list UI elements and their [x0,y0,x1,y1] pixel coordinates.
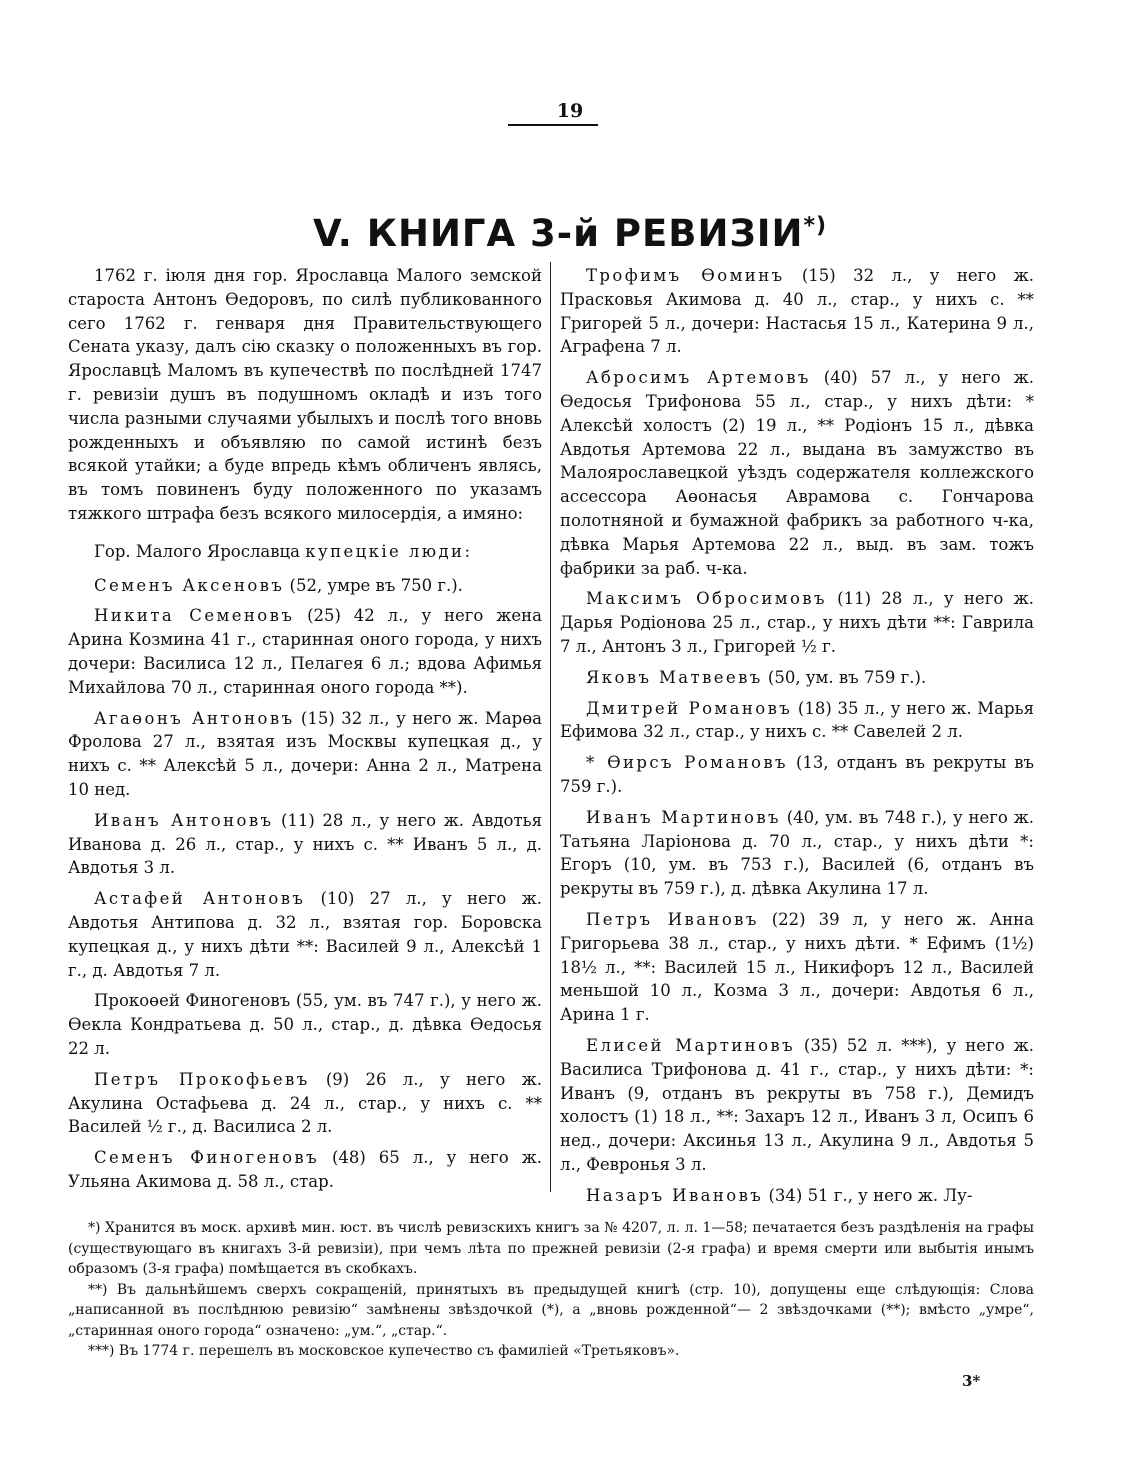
footnotes [68,1218,1034,1362]
entry [68,887,542,982]
entry-name: Астафей Антоновъ [94,889,306,909]
entry-text: (40, ум. въ 748 г.), у него ж. Татьяна Ларіонова д. 70 л., стар., у нихъ дѣти *: Егоръ (10, ум. въ 753 г.), Василей (6, отданъ въ рекруты въ 759 г.), д. дѣвка Акулина 17 л. [560,807,1034,899]
entry-text: (22) 39 л, у него ж. Анна Григорьева 38 л., стар., у нихъ дѣти. * Ефимъ (1½) 18½ л., **: Василей 15 л., Никифоръ 12 л., Василей меньшой 10 л., Козма 3 л., дочери: Авдотья 6 л., Арина 1 г. [560,909,1034,1025]
chapter-title-text: V. КНИГА 3-й РЕВИЗІИ [312,212,804,255]
entry [560,1184,1034,1208]
page-number-rule [508,124,598,126]
entry-name: Петръ Прокофьевъ [94,1069,310,1089]
entry [560,1034,1034,1177]
entry-text: (34) 51 г., у него ж. Лу- [763,1185,973,1205]
right-column [560,264,1034,1214]
footnote: **) Въ дальнѣйшемъ сверхъ сокращеній, принятыхъ въ предыдущей книгѣ (стр. 10), допущены еще слѣдующія: Слова „написанной въ послѣднюю ревизію“ замѣнены звѣздочкой (*), а „вновь рожденной“— 2 звѣздочками (**); вмѣсто „умре“, „старинная оного города“ означено: „ум.“, „стар.“. [68,1281,1034,1339]
entry-name: Семенъ Аксеновъ [94,575,285,595]
entry-name: Яковъ Матвеевъ [586,667,763,687]
intro-paragraph: 1762 г. іюля дня гор. Ярославца Малого земской староста Антонъ Өедоровъ, по силѣ публикованного сего 1762 г. генваря дня Правительствующего Сената указу, далъ сію сказку о положенныхъ въ гор. Ярославцѣ Маломъ въ купечествѣ по послѣдней 1747 г. ревизіи душъ въ подушномъ окладѣ и изъ того числа разными случаями убылыхъ и послѣ того вновь рожденныхъ и объявляю по самой истинѣ безъ всякой утайки; а буде впредь кѣмъ обличенъ являсь, въ томъ повиненъ буду положенного по указамъ тяжкого штрафа безъ всякого милосердія, а имяно: [68,266,542,523]
entry-text: (40) 57 л., у него ж. Өедосья Трифонова 55 л., стар., у нихъ дѣти: * Алексѣй холостъ (2) 19 л., ** Родіонъ 15 л., дѣвка Авдотья Артемова 22 л., выдана въ замужство въ Малоярославецкой уѣздъ содержателя коллежского ассессора Аөонасья Аврамова с. Гончарова полотняной и бумажной фабрикъ за работного ч-ка, дѣвка Марья Артемова 22 л., выд. въ зам. тожъ фабрики за раб. ч-ка. [560,368,1034,578]
entry-text: (18) 35 л., у него ж. Марья Ефимова 32 л., стар., у нихъ с. ** Савелей 2 л. [560,698,1034,742]
entry-name: Максимъ Обросимовъ [586,589,827,609]
entry [68,604,542,699]
entry-name: Семенъ Финогеновъ [94,1148,319,1168]
entry-text: (35) 52 л. ***), у него ж. Василиса Трифонова д. 41 г., стар., у нихъ дѣти: *: Иванъ (9, отданъ въ рекруты въ 758 г.), Демидъ холостъ (1) 18 л., **: Захаръ 12 л., Иванъ 3 л, Осипъ 6 нед., дочери: Аксинья 13 л., Акулина 9 л., Авдотья 5 л., Февронья 3 л. [560,1035,1034,1174]
entry-text: (11) 28 л., у него ж. Дарья Родіонова 25 л., стар., у нихъ дѣти **: Гаврила 7 л., Антонъ 3 л., Григорей ½ г. [560,589,1035,656]
page-number: 19 [556,100,584,122]
entry [560,366,1034,580]
entry-text: (9) 26 л., у него ж. Акулина Остафьева д. 24 л., стар., у нихъ с. ** Василей ½ г., д. Василиса 2 л. [68,1069,542,1137]
entry [560,587,1034,658]
entry-name: Дмитрей Романовъ [586,698,793,718]
chapter-title-footnote-mark: *) [803,213,828,239]
section-heading-estate: купецкіе люди: [305,541,473,561]
entry [68,574,542,598]
entry-text: (10) 27 л., у него ж. Авдотья Антипова д. 32 л., взятая гор. Боровска купецкая д., у нихъ дѣти **: Василей 9 л., Алексѣй 1 г., д. Авдотья 7 л. [68,889,542,980]
entry [68,989,542,1060]
entry-name: Назаръ Ивановъ [586,1185,764,1205]
column-divider [550,262,551,1192]
entry [560,751,1034,799]
entry [560,264,1034,359]
entry-text: (11) 28 л., у него ж. Авдотья Иванова д. 26 л., стар., у нихъ с. ** Иванъ 5 л., д. Авдотья 3 л. [68,810,542,878]
entry-text: (50, ум. въ 759 г.). [762,667,927,687]
entry-text: (52, умре въ 750 г.). [284,575,463,595]
section-heading-town: Гор. Малого Ярославца [94,541,306,561]
entry-name: Трофимъ Өоминъ [586,266,785,285]
entry [560,908,1034,1027]
entry-text: (15) 32 л., у него ж. Марөа Фролова 27 л., взятая изъ Москвы купецкая д., у нихъ с. ** Алексѣй 5 л., дочери: Анна 2 л., Матрена 10 нед. [68,708,542,799]
entry-text: (15) 32 л., у него ж. Прасковья Акимова д. 40 л., стар., у нихъ с. ** Григорей 5 л., дочери: Настасья 15 л., Катерина 9 л., Аграфена 7 л. [560,266,1034,357]
entry-text: (48) 65 л., у него ж. Ульяна Акимова д. 58 л., стар. [68,1148,543,1191]
entry [68,809,542,880]
entry-text: (25) 42 л., у него жена Арина Козмина 41 г., старинная оного города, у нихъ дочери: Василиса 12 л., Пелагея 6 л.; вдова Афимья Михайлова 70 л., старинная оного города **). [68,606,542,697]
entry-name: Прокоөей Финогеновъ [94,991,291,1011]
entry-text: (55, ум. въ 747 г.), у него ж. Өекла Кондратьева д. 50 л., стар., д. дѣвка Өедосья 22 л. [68,991,543,1058]
section-heading [68,540,542,564]
entry-name: Петръ Ивановъ [586,909,759,929]
entry-name: Иванъ Антоновъ [94,810,274,830]
left-column [68,264,542,1201]
entry [68,1068,542,1139]
chapter-title [0,212,1140,255]
entry-name: Агаөонъ Антоновъ [94,708,295,728]
entry [560,666,1034,690]
entry-name: Никита Семеновъ [94,606,295,626]
entry [560,806,1034,901]
printer-signature-mark: 3* [962,1372,981,1390]
entry-name: Елисей Мартиновъ [586,1035,795,1055]
entry [68,707,542,802]
entry-name: Иванъ Мартиновъ [586,807,781,827]
entry [560,697,1034,745]
entry-name: Абросимъ Артемовъ [586,368,811,388]
entry-name: * Өирсъ Романовъ [586,753,788,773]
entry-text: (13, отданъ въ рекруты въ 759 г.). [560,753,1034,796]
footnote: *) Хранится въ моск. архивѣ мин. юст. въ числѣ ревизскихъ книгъ за № 4207, л. л. 1—58; печатается безъ раздѣленія на графы (существующаго въ книгахъ 3-й ревизіи), при чемъ лѣта по прежней ревизіи (2-я графа) и время смерти или выбытія инымъ образомъ (3-я графа) помѣщается въ скобкахъ. [68,1220,1034,1277]
entry [68,1146,542,1194]
footnote: ***) Въ 1774 г. перешелъ въ московское купечество съ фамиліей «Третьяковъ». [88,1343,680,1359]
